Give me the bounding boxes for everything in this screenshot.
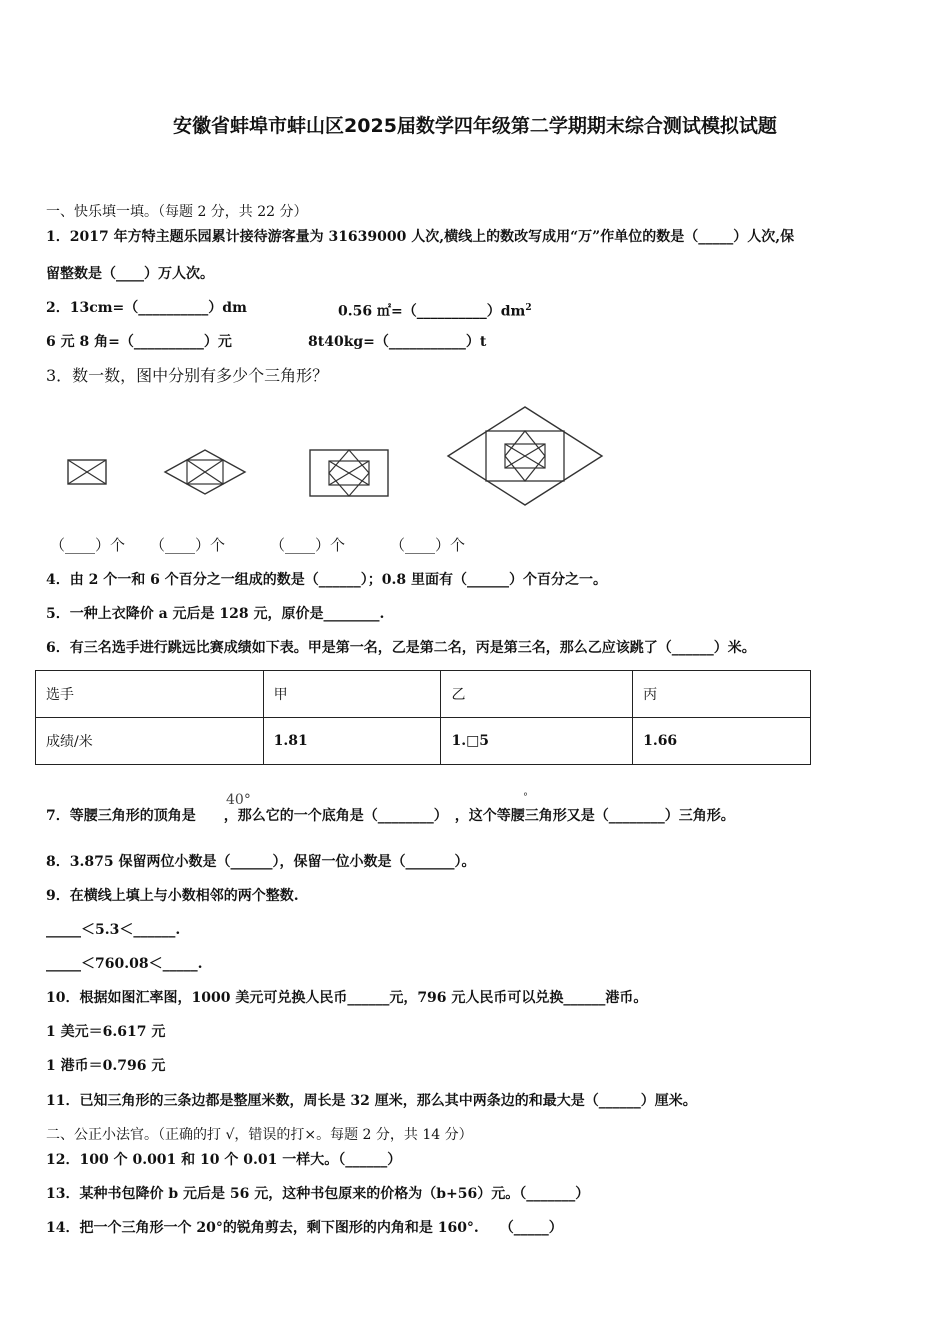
degree-mark: ° [523, 792, 528, 803]
question-6: 6．有三名选手进行跳远比赛成绩如下表。甲是第一名，乙是第二名，丙是第三名，那么乙应该跳了（______）米。 [46, 640, 756, 656]
question-13: 13．某种书包降价 b 元后是 56 元，这种书包原来的价格为（b+56）元。（_______） [46, 1186, 590, 1202]
question-8: 8．3.875 保留两位小数是（______），保留一位小数是（_______）。 [46, 854, 476, 870]
score-table [35, 670, 811, 765]
figure-3 [302, 444, 394, 502]
section-1-heading: 一、快乐填一填。（每题 2 分，共 22 分） [46, 204, 308, 220]
exchange-rate-usd: 1 美元＝6.617 元 [46, 1024, 166, 1040]
table-cell: 成绩/米 [36, 718, 264, 765]
figure-2-answer: （____）个 [150, 536, 226, 554]
table-cell: 选手 [36, 671, 264, 718]
question-14: 14．把一个三角形一个 20°的锐角剪去，剩下图形的内角和是 160°. （_____） [46, 1220, 563, 1236]
question-2-right-2: 8t40kg=（___________）t [308, 334, 487, 350]
question-11: 11．已知三角形的三条边都是整厘米数，周长是 32 厘米，那么其中两条边的和最大是（______）厘米。 [46, 1093, 697, 1109]
question-9: 9．在横线上填上与小数相邻的两个整数. [46, 888, 299, 904]
section-2-heading: 二、公正小法官。（正确的打 √，错误的打×。每题 2 分，共 14 分） [46, 1127, 473, 1143]
table-cell: 1.□5 [441, 718, 633, 765]
figure-1 [60, 450, 110, 490]
figure-4 [445, 404, 607, 516]
table-cell: 1.66 [633, 718, 811, 765]
question-2-right-1-text: 0.56 ㎡=（__________）dm [338, 303, 526, 320]
exchange-rate-hkd: 1 港币＝0.796 元 [46, 1058, 166, 1074]
table-cell: 甲 [263, 671, 441, 718]
figure-3-answer: （____）个 [270, 536, 346, 554]
question-4: 4．由 2 个一和 6 个百分之一组成的数是（______）；0.8 里面有（______）个百分之一。 [46, 572, 607, 588]
figure-2 [160, 448, 250, 496]
figure-1-answer: （____）个 [50, 536, 126, 554]
table-cell: 丙 [633, 671, 811, 718]
question-2-left-1: 2．13cm=（__________）dm [46, 300, 247, 316]
question-3: 3．数一数，图中分别有多少个三角形？ [46, 366, 329, 385]
table-header-row [36, 671, 811, 718]
question-1-line-1: 1．2017 年方特主题乐园累计接待游客量为 31639000 人次,横线上的数改写成用“万”作单位的数是（_____）人次,保 [46, 229, 795, 245]
question-10: 10．根据如图汇率图，1000 美元可兑换人民币______元，796 元人民币可以兑换______港币。 [46, 990, 648, 1006]
question-1-line-2: 留整数是（____）万人次。 [46, 266, 214, 282]
table-cell: 1.81 [263, 718, 441, 765]
question-2-left-2: 6 元 8 角=（__________）元 [46, 334, 232, 350]
page-title: 安徽省蚌埠市蚌山区2025届数学四年级第二学期期末综合测试模拟试题 [173, 115, 777, 137]
figure-4-answer: （____）个 [390, 536, 466, 554]
question-2-right-1: 0.56 $㎡=(\_\_\_\_\_\_\_\_\_\_)dm^2$ [338, 303, 532, 320]
question-5: 5．一种上衣降价 a 元后是 128 元，原价是________. [46, 606, 385, 622]
question-7: 7．等腰三角形的顶角是 ，那么它的一个底角是（________） ，这个等腰三角形又是（________）三角形。 [46, 808, 735, 824]
question-12: 12．100 个 0.001 和 10 个 0.01 一样大。（______） [46, 1152, 402, 1168]
apex-angle-value: 40° [226, 792, 251, 808]
table-cell: 乙 [441, 671, 633, 718]
question-9-a: _____＜5.3＜______. [46, 922, 181, 938]
question-9-b: _____＜760.08＜_____. [46, 956, 203, 972]
table-row [36, 718, 811, 765]
